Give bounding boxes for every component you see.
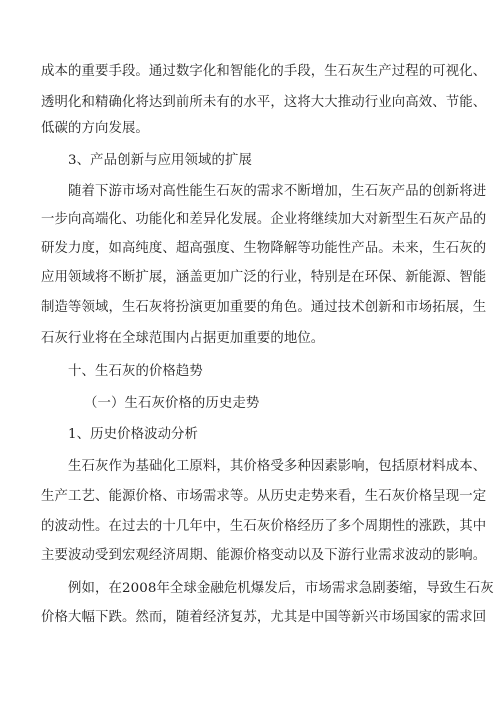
paragraph-line: 生石灰作为基础化工原料，其价格受多种因素影响，包括原材料成本、 <box>68 459 487 474</box>
paragraph-line: 的波动性。在过去的十几年中，生石灰价格经历了多个周期性的涨跌，其中 <box>41 519 487 534</box>
paragraph-line: 主要波动受到宏观经济周期、能源价格变动以及下游行业需求波动的影响。 <box>41 548 487 563</box>
section-heading: 1、历史价格波动分析 <box>68 427 199 442</box>
subsection-heading: （一）生石灰价格的历史走势 <box>84 396 260 411</box>
paragraph-line: 成本的重要手段。通过数字化和智能化的手段，生石灰生产过程的可视化、 <box>41 64 487 79</box>
chapter-heading: 十、生石灰的价格趋势 <box>68 364 203 379</box>
paragraph-line: 应用领域将不断扩展，涵盖更加广泛的行业，特别是在环保、新能源、智能 <box>41 270 487 285</box>
paragraph-line: 透明化和精确化将达到前所未有的水平，这将大大推动行业向高效、节能、 <box>41 95 487 110</box>
paragraph-line: 制造等领域，生石灰将扮演更加重要的角色。通过技术创新和市场拓展，生 <box>41 300 487 315</box>
paragraph-line: 石灰行业将在全球范围内占据更加重要的地位。 <box>41 331 325 346</box>
paragraph-line: 一步向高端化、功能化和差异化发展。企业将继续加大对新型生石灰产品的 <box>41 212 487 227</box>
section-heading: 3、产品创新与应用领域的扩展 <box>68 153 252 168</box>
paragraph-line: 价格大幅下跌。然而，随着经济复苏，尤其是中国等新兴市场国家的需求回 <box>41 610 487 625</box>
paragraph-line: 低碳的方向发展。 <box>41 121 149 136</box>
paragraph-line: 例如，在2008年全球金融危机爆发后，市场需求急剧萎缩，导致生石灰 <box>68 581 494 596</box>
paragraph-line: 研发力度，如高纯度、超高强度、生物降解等功能性产品。未来，生石灰的 <box>41 241 487 256</box>
paragraph-line: 生产工艺、能源价格、市场需求等。从历史走势来看，生石灰价格呈现一定 <box>41 489 487 504</box>
paragraph-line: 随着下游市场对高性能生石灰的需求不断增加，生石灰产品的创新将进 <box>68 184 487 199</box>
